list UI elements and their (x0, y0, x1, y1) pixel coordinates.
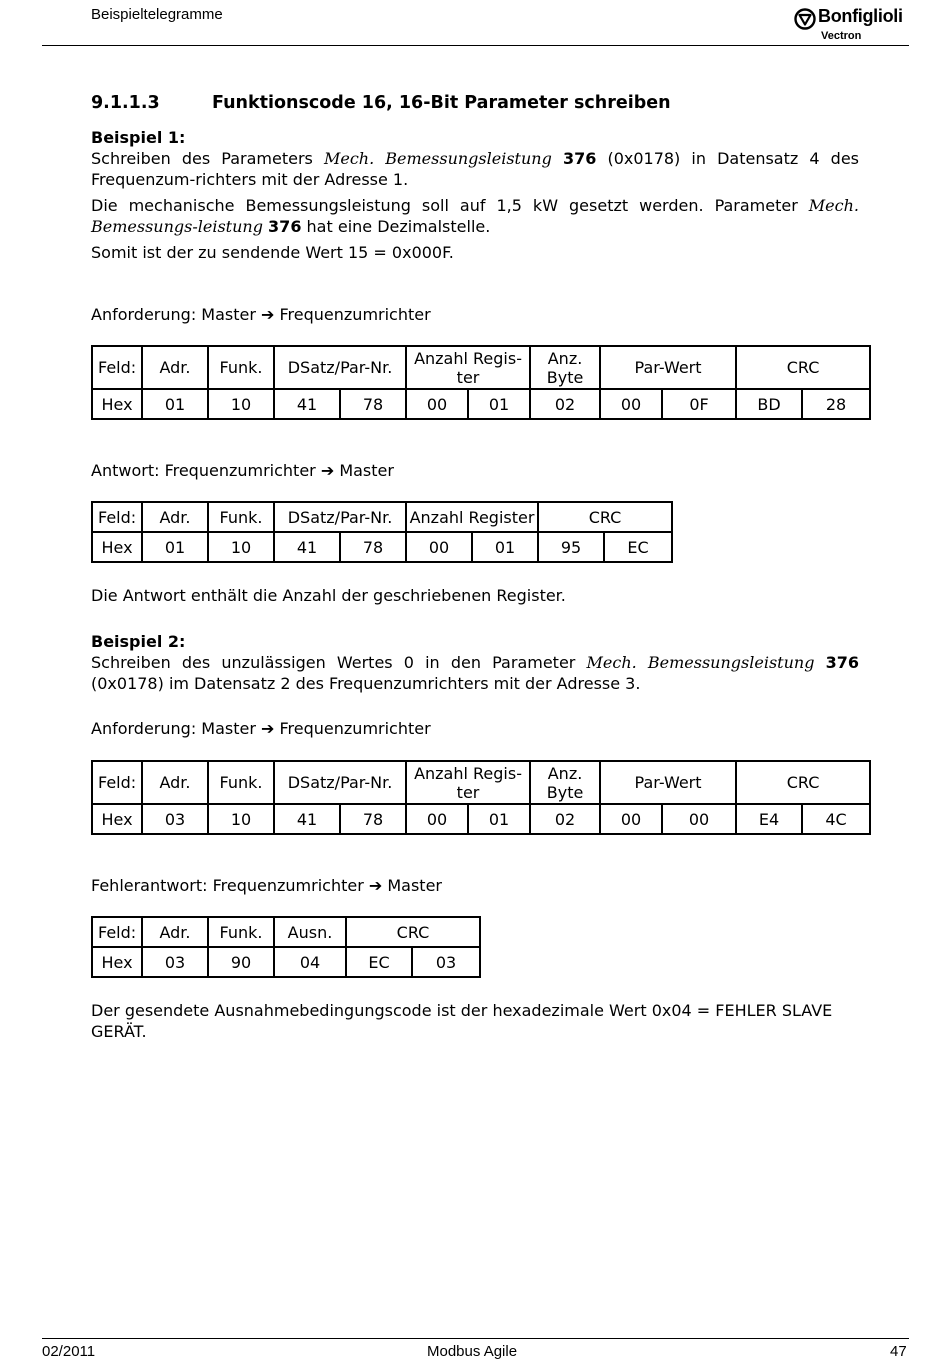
data-cell: 01 (142, 389, 208, 419)
data-cell: 4C (802, 804, 870, 834)
data-cell: 10 (208, 389, 274, 419)
brand-logo (794, 6, 912, 46)
data-cell: 01 (472, 532, 538, 562)
section-number: 9.1.1.3 (91, 93, 160, 113)
footer-document-title: Modbus Agile (427, 1343, 518, 1360)
example1-paragraph-3: Somit ist der zu sendende Wert 15 = 0x000F. (91, 243, 454, 262)
header-cell: DSatz/Par-Nr. (274, 346, 406, 389)
table-row (92, 389, 870, 419)
header-cell: Feld: (92, 502, 142, 532)
data-cell: 01 (468, 804, 530, 834)
section-title: Funktionscode 16, 16-Bit Parameter schreiben (212, 93, 671, 113)
data-cell: 78 (340, 389, 406, 419)
example1-response-label: Antwort: Frequenzumrichter ➔ Master (91, 461, 394, 480)
table-row (92, 532, 672, 562)
example2-note: Der gesendete Ausnahmebedingungscode ist der hexadezimale Wert 0x04 = FEHLER SLAVE GERÄT. (91, 1001, 833, 1041)
table-header-row (92, 502, 672, 532)
data-cell: 03 (412, 947, 480, 977)
data-cell: 00 (406, 389, 468, 419)
data-cell: 02 (530, 804, 600, 834)
data-cell: 95 (538, 532, 604, 562)
data-cell: 0F (662, 389, 736, 419)
example2-heading: Beispiel 2: (91, 632, 186, 651)
example2-request-table (91, 760, 871, 835)
header-title: Beispieltelegramme (91, 6, 223, 23)
bonfiglioli-logo-icon (794, 8, 816, 30)
data-cell: 00 (600, 389, 662, 419)
header-cell: CRC (346, 917, 480, 947)
table-row (92, 947, 480, 977)
header-cell: CRC (538, 502, 672, 532)
data-cell: 10 (208, 532, 274, 562)
header-cell: Funk. (208, 761, 274, 804)
data-cell: 78 (340, 804, 406, 834)
header-cell: Funk. (208, 346, 274, 389)
data-cell: E4 (736, 804, 802, 834)
data-cell: 02 (530, 389, 600, 419)
example2-error-label: Fehlerantwort: Frequenzumrichter ➔ Master (91, 876, 442, 895)
footer-rule (42, 1338, 909, 1339)
header-cell: Anz. Byte (530, 761, 600, 804)
example1-request-label: Anforderung: Master ➔ Frequenzumrichter (91, 305, 431, 324)
table-header-row (92, 761, 870, 804)
footer-page-number: 47 (890, 1343, 907, 1360)
data-cell: EC (604, 532, 672, 562)
data-cell: 41 (274, 804, 340, 834)
header-rule (42, 45, 909, 46)
example1-request-table (91, 345, 871, 420)
logo-name: Bonfiglioli (818, 6, 903, 26)
data-cell: 04 (274, 947, 346, 977)
header-cell: Par-Wert (600, 346, 736, 389)
header-cell: Par-Wert (600, 761, 736, 804)
data-cell: Hex (92, 947, 142, 977)
data-cell: 10 (208, 804, 274, 834)
header-cell: Adr. (142, 761, 208, 804)
section-heading (91, 93, 671, 113)
header-cell: Anzahl Regis-ter (406, 761, 530, 804)
table-header-row (92, 917, 480, 947)
data-cell: 90 (208, 947, 274, 977)
footer-date: 02/2011 (42, 1343, 96, 1360)
example1-note: Die Antwort enthält die Anzahl der geschriebenen Register. (91, 586, 566, 605)
header-cell: Anzahl Regis-ter (406, 346, 530, 389)
data-cell: 41 (274, 389, 340, 419)
header-cell: Funk. (208, 502, 274, 532)
data-cell: 28 (802, 389, 870, 419)
data-cell: Hex (92, 804, 142, 834)
example2-request-label: Anforderung: Master ➔ Frequenzumrichter (91, 719, 431, 738)
example2-error-table (91, 916, 481, 978)
header-cell: Anz. Byte (530, 346, 600, 389)
data-cell: 00 (406, 804, 468, 834)
data-cell: 03 (142, 947, 208, 977)
data-cell: 78 (340, 532, 406, 562)
data-cell: 01 (142, 532, 208, 562)
example1-response-table (91, 501, 673, 563)
example1-heading: Beispiel 1: (91, 128, 186, 147)
table-row (92, 804, 870, 834)
data-cell: Hex (92, 532, 142, 562)
header-cell: CRC (736, 761, 870, 804)
data-cell: 00 (662, 804, 736, 834)
header-cell: Funk. (208, 917, 274, 947)
example2-paragraph-1: Schreiben des unzulässigen Wertes 0 in den Parameter Mech. Bemessungsleistung 376 (0x0178) im Datensatz 2 des Frequenzumrichters mit der Adresse 3. (91, 653, 859, 693)
header-cell: Anzahl Register (406, 502, 538, 532)
example1-paragraph-2: Die mechanische Bemessungsleistung soll auf 1,5 kW gesetzt werden. Parameter Mech. Bemessungs-leistung 376 hat eine Dezimalstelle. (91, 196, 859, 236)
header-cell: Feld: (92, 917, 142, 947)
header-cell: DSatz/Par-Nr. (274, 502, 406, 532)
data-cell: Hex (92, 389, 142, 419)
data-cell: 03 (142, 804, 208, 834)
example1-paragraph-1: Schreiben des Parameters Mech. Bemessungsleistung 376 (0x0178) in Datensatz 4 des Frequenzum-richters mit der Adresse 1. (91, 149, 859, 189)
data-cell: 00 (406, 532, 472, 562)
data-cell: EC (346, 947, 412, 977)
data-cell: 01 (468, 389, 530, 419)
header-cell: Feld: (92, 346, 142, 389)
logo-sub: Vectron (821, 30, 862, 42)
header-cell: Adr. (142, 502, 208, 532)
data-cell: 00 (600, 804, 662, 834)
table-header-row (92, 346, 870, 389)
data-cell: BD (736, 389, 802, 419)
header-cell: CRC (736, 346, 870, 389)
data-cell: 41 (274, 532, 340, 562)
header-cell: Feld: (92, 761, 142, 804)
header-cell: Ausn. (274, 917, 346, 947)
header-cell: DSatz/Par-Nr. (274, 761, 406, 804)
header-cell: Adr. (142, 917, 208, 947)
header-cell: Adr. (142, 346, 208, 389)
